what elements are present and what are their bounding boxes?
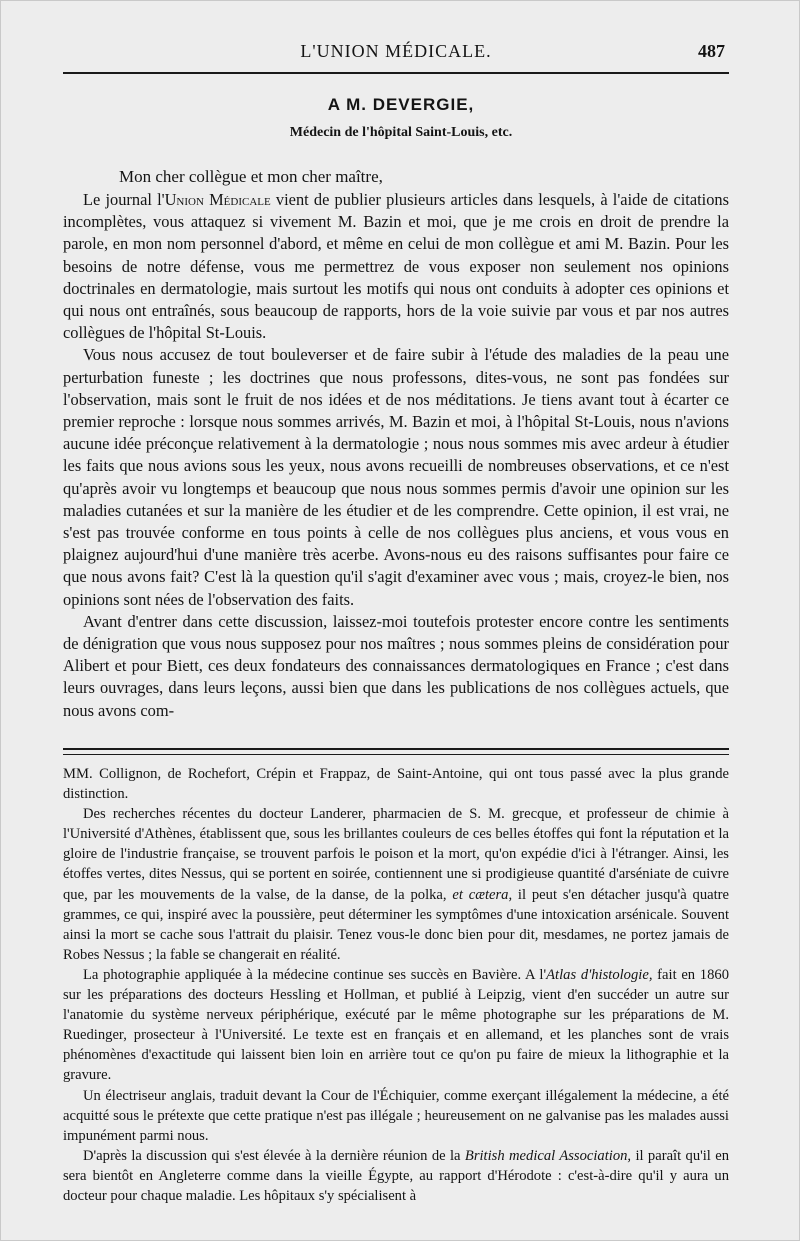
running-head (63, 41, 729, 67)
note-3-rest: fait en 1860 sur les préparations des docteurs Hessling et Hollman, et publié à Leipzig, vient d'en succéder un autre sur l'anatomie du système nerveux périphérique, exécuté par le même photographe sur les préparations de M. Ruedinger, prosecteur à l'Université. Le texte est en français et en allemand, et les planches sont de vrais phénomènes d'exactitude qui laissent bien loin en arrière tout ce qu'on pu faire de mieux la lithographie et la gravure. (63, 966, 729, 1084)
note-3-text: La photographie appliquée à la médecine continue ses succès en Bavière. A l' (83, 966, 547, 983)
note-2-text: Des recherches récentes du docteur Landerer, pharmacien de S. M. grecque, et professeur de chimie à l'Université d'Athènes, établissent que, sous les brillantes couleurs de ces belles étoffes qui font la réputation et la gloire de l'industrie française, se trouvent parfois le poison et la mort, qu'on expédie d'ici à l'étranger. Ainsi, les étoffes vertes, dites Nessus, qui se portent en soirée, contiennent une si prodigieuse quantité d'arséniate de cuivre que, par les mouvements de la valse, de la danse, de la polka, (63, 806, 729, 903)
note-5-italic: British medical Association, (464, 1147, 632, 1164)
salutation: Mon cher collègue et mon cher maître, (119, 167, 383, 186)
letter-body (63, 189, 729, 722)
paragraph-3: Avant d'entrer dans cette discussion, laissez-moi toutefois protester encore contre les sentiments de dénigration que vous nous supposez pour nos maîtres ; nous sommes pleins de considération pour Alibert et pour Biett, ces deux fondateurs des connaissances dermatologiques en France ; c'est dans leurs ouvrages, dans leurs leçons, aussi bien que dans les publications de nos collègues actuels, que nous avons com- (63, 611, 729, 720)
note-3-italic: Atlas d'histologie, (546, 966, 653, 983)
paragraph-1 (63, 189, 729, 344)
letter-title: A M. DEVERGIE, (327, 95, 475, 114)
note-2-italic: et cætera, (452, 886, 513, 903)
note-5-text: D'après la discussion qui s'est élevée à la dernière réunion de la (83, 1147, 465, 1164)
note-2 (63, 804, 729, 965)
paragraph-1-rest: vient de publier plusieurs articles dans lesquels, à l'aide de citations incomplètes, vous attaquez si vivement M. Bazin et moi, que je me crois en droit de prendre la parole, en mon nom personnel d'abord, et même en celui de mon collègue et ami M. Bazin. Pour les besoins de notre défense, vous me permettrez de vous exposer non seulement nos opinions doctrinales en dermatologie, mais surtout les motifs qui nous ont conduits à adopter ces opinions et qui nous ont entraînés, sous beaucoup de rapports, hors de la voie suivie par vous et par nos autres collègues de l'hôpital St-Louis. (63, 190, 729, 343)
note-5-rest: il paraît qu'il en sera bientôt en Angleterre comme dans la vieille Égypte, au rapport d'Hérodote : c'est-à-dire qu'il y aura un docteur pour chaque maladie. Les hôpitaux s'y spécialisent à (63, 1147, 730, 1204)
journal-name: Union Médicale (164, 190, 271, 209)
section-divider (63, 748, 729, 755)
running-title: L'UNION MÉDICALE. (300, 41, 492, 61)
news-notes (63, 764, 729, 1206)
note-5 (63, 1146, 729, 1206)
paragraph-1-lead: Le journal l' (83, 190, 165, 209)
note-1: MM. Collignon, de Rochefort, Crépin et Frappaz, de Saint-Antoine, qui ont tous passé avec la plus grande distinction. (63, 766, 729, 803)
note-2-rest: il peut s'en détacher jusqu'à quatre grammes, ce qui, inspiré avec la poussière, peut déterminer les symptômes d'une intoxication arsénicale. Souvent ainsi la mort se cache sous l'attrait du plaisir. Tenez vous-le donc bien pour dit, mesdames, ne portez jamais de Robes Nessus ; la fable se changerait en réalité. (63, 886, 729, 963)
header-rule (63, 72, 729, 74)
letter-subtitle: Médecin de l'hôpital Saint-Louis, etc. (289, 125, 513, 140)
paragraph-2: Vous nous accusez de tout bouleverser et de faire subir à l'étude des maladies de la peau une perturbation funeste ; les doctrines que nous professons, dites-vous, ne sont pas fondées sur l'observation, mais sont le fruit de nos idées et de nos méditations. Je tiens avant tout à écarter ce premier reproche : lorsque nous sommes arrivés, M. Bazin et moi, à l'hôpital St-Louis, nous n'avions aucune idée préconçue relativement à la dermatologie ; nous nous sommes mis avec ardeur à étudier les faits que nous avions sous les yeux, nous avons recueilli de nombreuses observations, et ce n'est qu'après avoir vu longtemps et beaucoup que nous nous sommes permis d'avoir une opinion sur les maladies cutanées et sur la manière de les étudier et de les comprendre. Cette opinion, il est vrai, ne s'est pas trouvée conforme en tous points à celle de nos collègues plus anciens, et vous vous en plaignez aujourd'hui d'une manière très acerbe. Avons-nous eu des raisons suffisantes pour faire ce que nous avons fait? C'est là la question qu'il s'agit d'examiner avec vous ; mais, croyez-le bien, nos opinions sont nées de l'observation des faits. (63, 345, 729, 609)
note-4: Un électriseur anglais, traduit devant la Cour de l'Échiquier, comme exerçant illégalement la médecine, a été acquitté sous le prétexte que cette pratique n'est pas illégale ; heureusement on ne galvanise pas les malades aussi impunément parmi nous. (63, 1087, 729, 1144)
page-number: 487 (698, 41, 725, 61)
note-3 (63, 965, 729, 1086)
